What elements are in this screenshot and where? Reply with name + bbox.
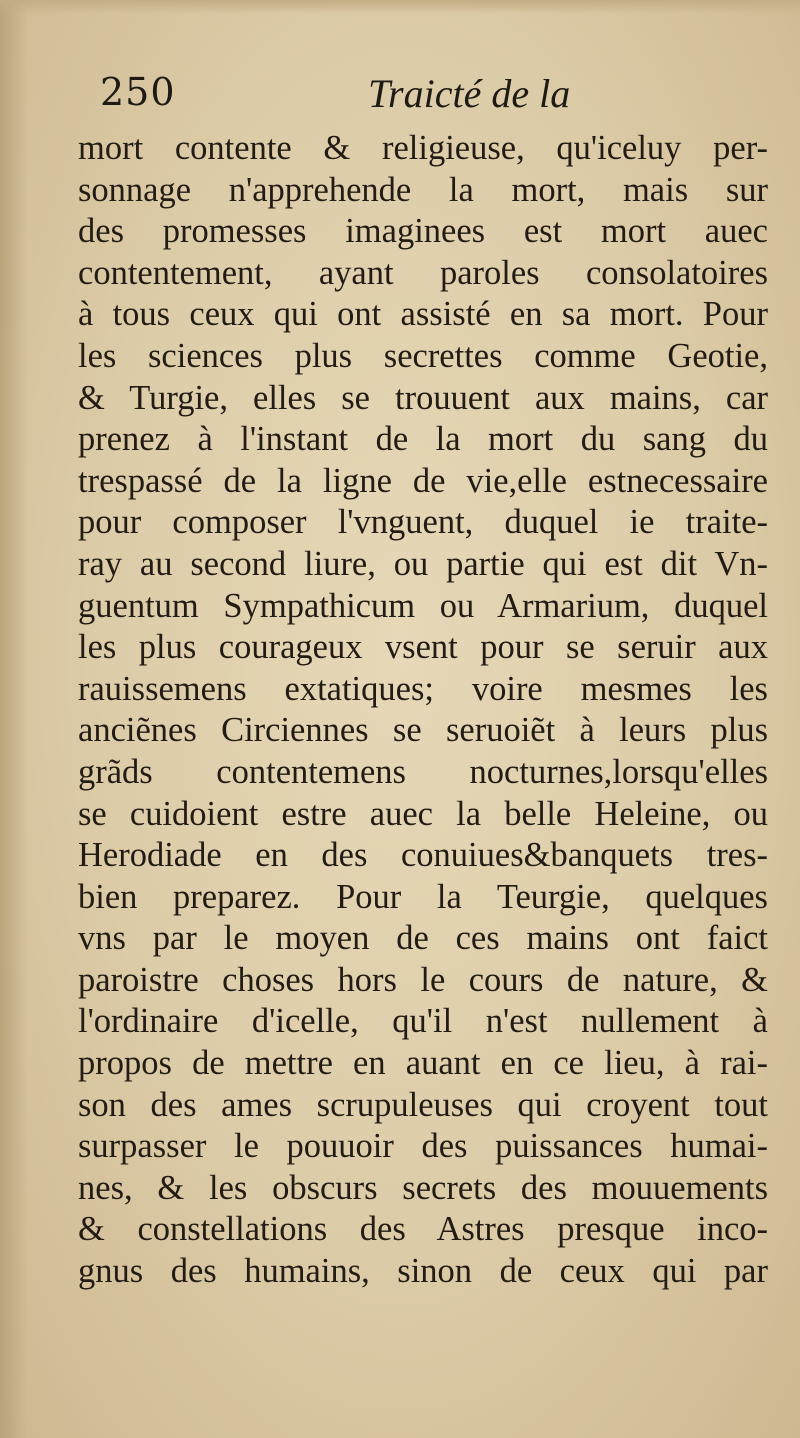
text-line: vns par le moyen de ces mains ont faict xyxy=(78,919,768,958)
text-line: rauissemens extatiques; voire mesmes les xyxy=(78,669,768,708)
text-line: ray au second liure, ou partie qui est dit Vn- xyxy=(78,544,768,583)
text-line: grãds contentemens nocturnes,lorsqu'elles xyxy=(78,752,768,791)
body-text xyxy=(78,128,768,1293)
text-line: pour composer l'vnguent, duquel ie traite- xyxy=(78,503,768,542)
text-line: gnus des humains, sinon de ceux qui par xyxy=(78,1252,768,1291)
text-line: prenez à l'instant de la mort du sang du xyxy=(78,420,768,459)
text-line: anciẽnes Circiennes se seruoiẽt à leurs plus xyxy=(78,711,768,750)
text-line: guentum Sympathicum ou Armarium, duquel xyxy=(78,586,768,625)
text-line: les plus courageux vsent pour se seruir aux xyxy=(78,628,768,667)
text-line: à tous ceux qui ont assisté en sa mort. Pour xyxy=(78,295,768,334)
text-line: & Turgie, elles se trouuent aux mains, car xyxy=(78,378,768,417)
text-line: nes, & les obscurs secrets des mouuements xyxy=(78,1168,768,1207)
text-line: bien preparez. Pour la Teurgie, quelques xyxy=(78,877,768,916)
text-line: propos de mettre en auant en ce lieu, à rai- xyxy=(78,1044,768,1083)
text-line: surpasser le pouuoir des puissances humai- xyxy=(78,1127,768,1166)
text-line: paroistre choses hors le cours de nature, & xyxy=(78,960,768,999)
page-number: 250 xyxy=(100,70,176,114)
text-line: trespassé de la ligne de vie,elle estnecessaire xyxy=(78,461,768,500)
text-line: son des ames scrupuleuses qui croyent tout xyxy=(78,1085,768,1124)
page-edge-shadow xyxy=(0,0,28,1438)
text-line: se cuidoient estre auec la belle Heleine, ou xyxy=(78,794,768,833)
text-line: & constellations des Astres presque inco- xyxy=(78,1210,768,1249)
text-line: contentement, ayant paroles consolatoires xyxy=(78,253,768,292)
page-header xyxy=(100,70,780,122)
running-title: Traicté de la xyxy=(368,71,571,116)
text-line: mort contente & religieuse, qu'iceluy per- xyxy=(78,129,768,167)
text-line: les sciences plus secrettes comme Geotie, xyxy=(78,336,768,375)
text-line: l'ordinaire d'icelle, qu'il n'est nullement à xyxy=(78,1002,768,1041)
text-line: sonnage n'apprehende la mort, mais sur xyxy=(78,170,768,209)
text-line: Herodiade en des conuiues&banquets tres- xyxy=(78,836,768,875)
page-top-shadow xyxy=(0,0,800,14)
text-line: des promesses imaginees est mort auec xyxy=(78,212,768,251)
